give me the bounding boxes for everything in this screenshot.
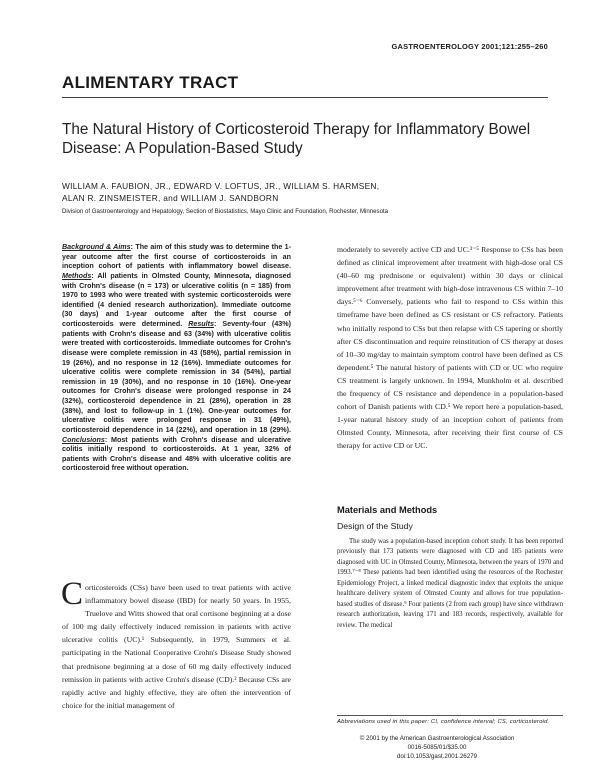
section-divider [62,97,548,98]
article-title: The Natural History of Corticosteroid Therapy for Inflammatory Bowel Disease: A Population-Based Study [62,121,531,157]
methods-body: The study was a population-based inception cohort study. It has been reported previously that 173 patients were diagnosed with CD and 185 patients were diagnosed with UC in Olmsted County, Minnesota, between the years of 1970 and 1993.⁷⁻⁸ These patients had been identified using the resources of the Rochester Epidemiology Project, a linked medical diagnostic index that exploits the unique healthcare delivery system of Olmsted County and allows for true population-based studies of disease.⁹ Four patients (2 from each group) have since withdrawn research authorization, leaving 171 and 183 records, respectively, available for review. The medical [337,538,563,629]
abstract-background-text: : The aim of this study was to determine the 1-year outcome after the first course of corticosteroids in an inception cohort of patients with inflammatory bowel disease. [62,243,292,271]
introduction-continued: moderately to severely active CD and UC.³⁻⁵ Response to CSs has been defined as clinical improvement after treatment with high-dose oral CS (40–60 mg prednisone or equivalent) within 30 days or clinical improvement after treatment with high-dose intravenous CS within 7–10 days.⁵⁻⁶ Conversely, patients who fail to respond to CSs within this timeframe have been defined as CS resistant or CS refractory. Patients who initially respond to CSs but then relapse with CS tapering or shortly after CS discontinuation and require reinstitution of CS therapy at doses of 10–30 mg/day to maintain symptom control have been defined as CS dependent.⁵ The natural history of patients with CD or UC who require CS treatment is largely unknown. In 1994, Munkholm et al. described the frequency of CS resistance and dependence in a population-based cohort of Danish patients with CD.⁵ We report here a population-based, 1-year natural history study of an inception cohort of patients from Olmsted County, Minnesota, after receiving their first course of CS therapy for active CD or UC. [337,245,563,451]
copyright-notice: © 2001 by the American Gastroenterological Association [359,735,515,742]
introduction-body: orticosteroids (CSs) have been used to treat patients with active inflammatory bowel disease (IBD) for nearly 50 years. In 1955, Truelove and Witts showed that oral cortisone beginning at a dose of 100 mg daily effectively induced remission in patients with active ulcerative colitis (UC).¹ Subsequently, in 1979, Summers et al. participating in the National Cooperative Crohn's Disease Study showed that prednisone beginning at a dose of 60 mg daily effectively induced remission in patients with active Crohn's disease (CD).² Because CSs are rapidly active and highly effective, they are often the intervention of choice for the initial management of [62,583,291,710]
abstract-conclusions-text: : Most patients with Crohn's disease and ulcerative colitis initially respond to corticosteroids. At 1 year, 32% of patients with Crohn's disease and 48% with ulcerative colitis are corticosteroid free without operation. [62,435,291,473]
author-list [62,180,542,204]
issn-price: 0016-5085/01/$35.00 [407,744,467,751]
copyright-block [0,734,600,761]
section-title: ALIMENTARY TRACT [62,73,239,92]
authors-line: WILLIAM A. FAUBION, JR., EDWARD V. LOFTUS, JR., WILLIAM S. HARMSEN, [62,181,380,191]
design-subheading: Design of the Study [337,521,413,531]
journal-header: GASTROENTEROLOGY 2001;121:255–260 [391,42,548,51]
methods-heading: Materials and Methods [337,505,438,515]
affiliation: Division of Gastroenterology and Hepatology, Section of Biostatistics, Mayo Clinic and Foundation, Rochester, Minnesota [62,208,389,215]
abstract-results-text: : Seventy-four (43%) patients with Crohn's disease and 63 (34%) with ulcerative colitis were treated with corticosteroids. Immediate outcomes for Crohn's disease were complete remission in 43 (58%), partial remission in 19 (26%), and no response in 12 (16%). Immediate outcomes for ulcerative colitis were complete remission in 34 (54%), partial remission in 19 (30%), and no response in 10 (16%). One-year outcomes for Crohn's disease were prolonged response in 24 (32%), corticosteroid dependence in 21 (28%), operation in 28 (38%), and lost to follow-up in 1 (1%). One-year outcomes for ulcerative colitis were prolonged response in 31 (49%), corticosteroid dependence in 14 (22%), and operation in 18 (29%). [62,320,291,434]
doi: doi:10.1053/gast.2001.26279 [396,753,478,760]
abstract-background-heading: Background & Aims [62,243,131,251]
abstract-methods-heading: Methods [62,271,92,280]
abstract-results-heading: Results [188,320,214,328]
drop-cap: C [61,576,84,612]
introduction-text [61,576,291,712]
authors-line: ALAN R. ZINSMEISTER, and WILLIAM J. SANDBORN [62,193,279,203]
abstract-conclusions-heading: Conclusions [62,435,105,444]
abstract-methods-text: : All patients in Olmsted County, Minnesota, diagnosed with Crohn's disease (n = 173) or ulcerative colitis (n = 185) from 1970 to 1993 who were treated with systemic corticosteroids were identified (4 denied research authorization). Immediate outcome (30 days) and 1-year outcome after the first course of corticosteroids were determined. [62,271,291,328]
abbreviations-footnote: Abbreviations used in this paper: CI, confidence interval; CS, corticosteroid. [337,719,550,725]
footnote-divider [337,715,563,716]
abstract [62,243,291,474]
